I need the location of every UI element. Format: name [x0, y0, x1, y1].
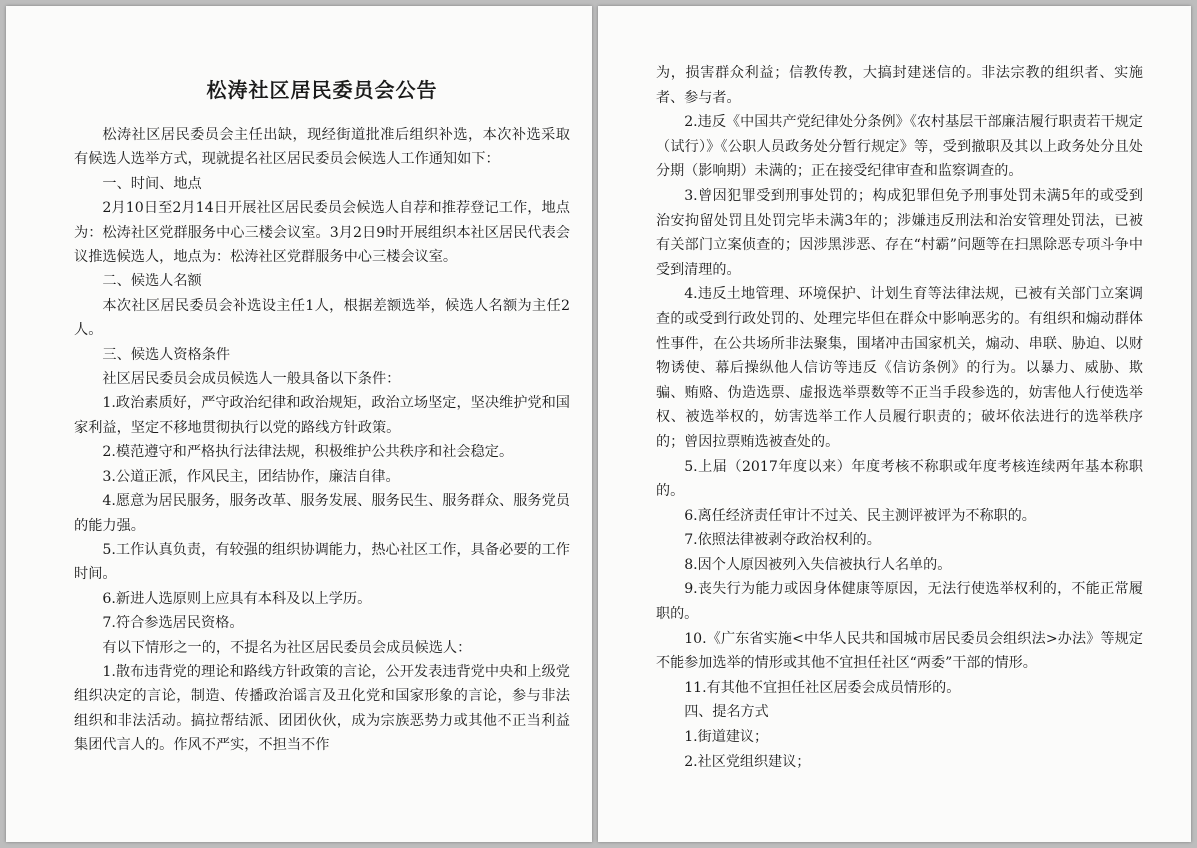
exclusion-item-7: 7.依照法律被剥夺政治权利的。	[684, 532, 881, 549]
time-place-paragraph: 2月10日至2月14日开展社区居民委员会候选人自荐和推荐登记工作，地点为：松涛社区党群服务中心三楼会议室。3月2日9时开展组织本社区居民代表会议推选候选人，地点为：松涛社区党群服务中心三楼会议室。	[74, 200, 570, 266]
section-heading-nomination: 四、提名方式	[684, 704, 769, 721]
exclusion-item-5: 5.上届（2017年度以来）年度考核不称职或年度考核连续两年基本称职的。	[656, 458, 1143, 500]
exclusion-item-6: 6.离任经济责任审计不过关、民主测评被评为不称职的。	[684, 507, 1036, 524]
condition-item-4: 4.愿意为居民服务，服务改革、服务发展、服务民生、服务群众、服务党员的能力强。	[74, 493, 570, 534]
nomination-item-2: 2.社区党组织建议；	[684, 753, 811, 770]
announcement-title: 松涛社区居民委员会公告	[206, 78, 438, 102]
section-heading-time-place: 一、时间、地点	[102, 175, 202, 192]
condition-item-6: 6.新进人选原则上应具有本科及以上学历。	[102, 590, 372, 607]
condition-item-5: 5.工作认真负责，有较强的组织协调能力，热心社区工作，具备必要的工作时间。	[74, 541, 570, 583]
left-page-body	[74, 123, 570, 758]
right-page-body	[656, 61, 1143, 774]
exclusion-item-2: 2.违反《中国共产党纪律处分条例》《农村基层干部廉洁履行职责若干规定（试行）》《公职人员政务处分暂行规定》等，受到撤职及其以上政务处分且处分期（影响期）未满的；正在接受纪律审查和监察调查的。	[656, 114, 1143, 180]
intro-paragraph: 松涛社区居民委员会主任出缺，现经街道批准后组织补选，本次补选采取有候选人选举方式，现就提名社区居民委员会候选人工作通知如下：	[74, 127, 570, 168]
exclusion-intro: 有以下情形之一的，不提名为社区居民委员会成员候选人：	[102, 639, 472, 656]
qualifications-intro: 社区居民委员会成员候选人一般具备以下条件：	[102, 371, 401, 388]
exclusion-item-4: 4.违反土地管理、环境保护、计划生育等法律法规，已被有关部门立案调查的或受到行政处罚的、处理完毕但在群众中影响恶劣的。有组织和煽动群体性事件，在公共场所非法聚集，围堵冲击国家机关，煽动、串联、胁迫、以财物诱使、幕后操纵他人信访等违反《信访条例》的行为。以暴力、威胁、欺骗、贿赂、伪造选票、虚报选举票数等不正当手段参选的，妨害他人行使选举权、被选举权的，妨害选举工作人员履行职责的；破坏依法进行的选举秩序的；曾因拉票贿选被查处的。	[656, 286, 1143, 450]
exclusion-item-1: 1.散布违背党的理论和路线方针政策的言论，公开发表违背党中央和上级党组织决定的言论，制造、传播政治谣言及丑化党和国家形象的言论，参与非法组织和非法活动。搞拉帮结派、团团伙伙，成为宗族恶势力或其他不正当利益集团代言人的。作风不严实，不担当不作	[74, 663, 570, 754]
exclusion-item-8: 8.因个人原因被列入失信被执行人名单的。	[684, 556, 952, 573]
condition-item-1: 1.政治素质好，严守政治纪律和政治规矩，政治立场坚定，坚决维护党和国家利益，坚定不移地贯彻执行以党的路线方针政策。	[74, 395, 570, 436]
condition-item-7: 7.符合参选居民资格。	[102, 615, 244, 632]
section-heading-quota: 二、候选人名额	[102, 273, 202, 290]
exclusion-item-1-continued: 为，损害群众利益；信教传教，大搞封建迷信的。非法宗教的组织者、实施者、参与者。	[656, 65, 1143, 106]
exclusion-item-10: 10.《广东省实施<中华人民共和国城市居民委员会组织法>办法》等规定不能参加选举的情形或其他不宜担任社区“两委”干部的情形。	[656, 630, 1143, 672]
quota-paragraph: 本次社区居民委员会补选设主任1人，根据差额选举，候选人名额为主任2人。	[74, 297, 570, 339]
left-page	[6, 6, 592, 842]
exclusion-item-3: 3.曾因犯罪受到刑事处罚的；构成犯罪但免予刑事处罚未满5年的或受到治安拘留处罚且处罚完毕未满3年的；涉嫌违反刑法和治安管理处罚法，已被有关部门立案侦查的；因涉黑涉恶、存在“村霸”问题等在扫黑除恶专项斗争中受到清理的。	[656, 187, 1143, 278]
condition-item-3: 3.公道正派，作风民主，团结协作，廉洁自律。	[102, 468, 400, 485]
exclusion-item-11: 11.有其他不宜担任社区居委会成员情形的。	[684, 679, 961, 696]
condition-item-2: 2.模范遵守和严格执行法律法规，积极维护公共秩序和社会稳定。	[102, 444, 514, 461]
section-heading-qualifications: 三、候选人资格条件	[102, 346, 231, 363]
nomination-item-1: 1.街道建议；	[684, 729, 769, 746]
right-page	[598, 6, 1191, 842]
exclusion-item-9: 9.丧失行为能力或因身体健康等原因，无法行使选举权利的，不能正常履职的。	[656, 581, 1143, 623]
